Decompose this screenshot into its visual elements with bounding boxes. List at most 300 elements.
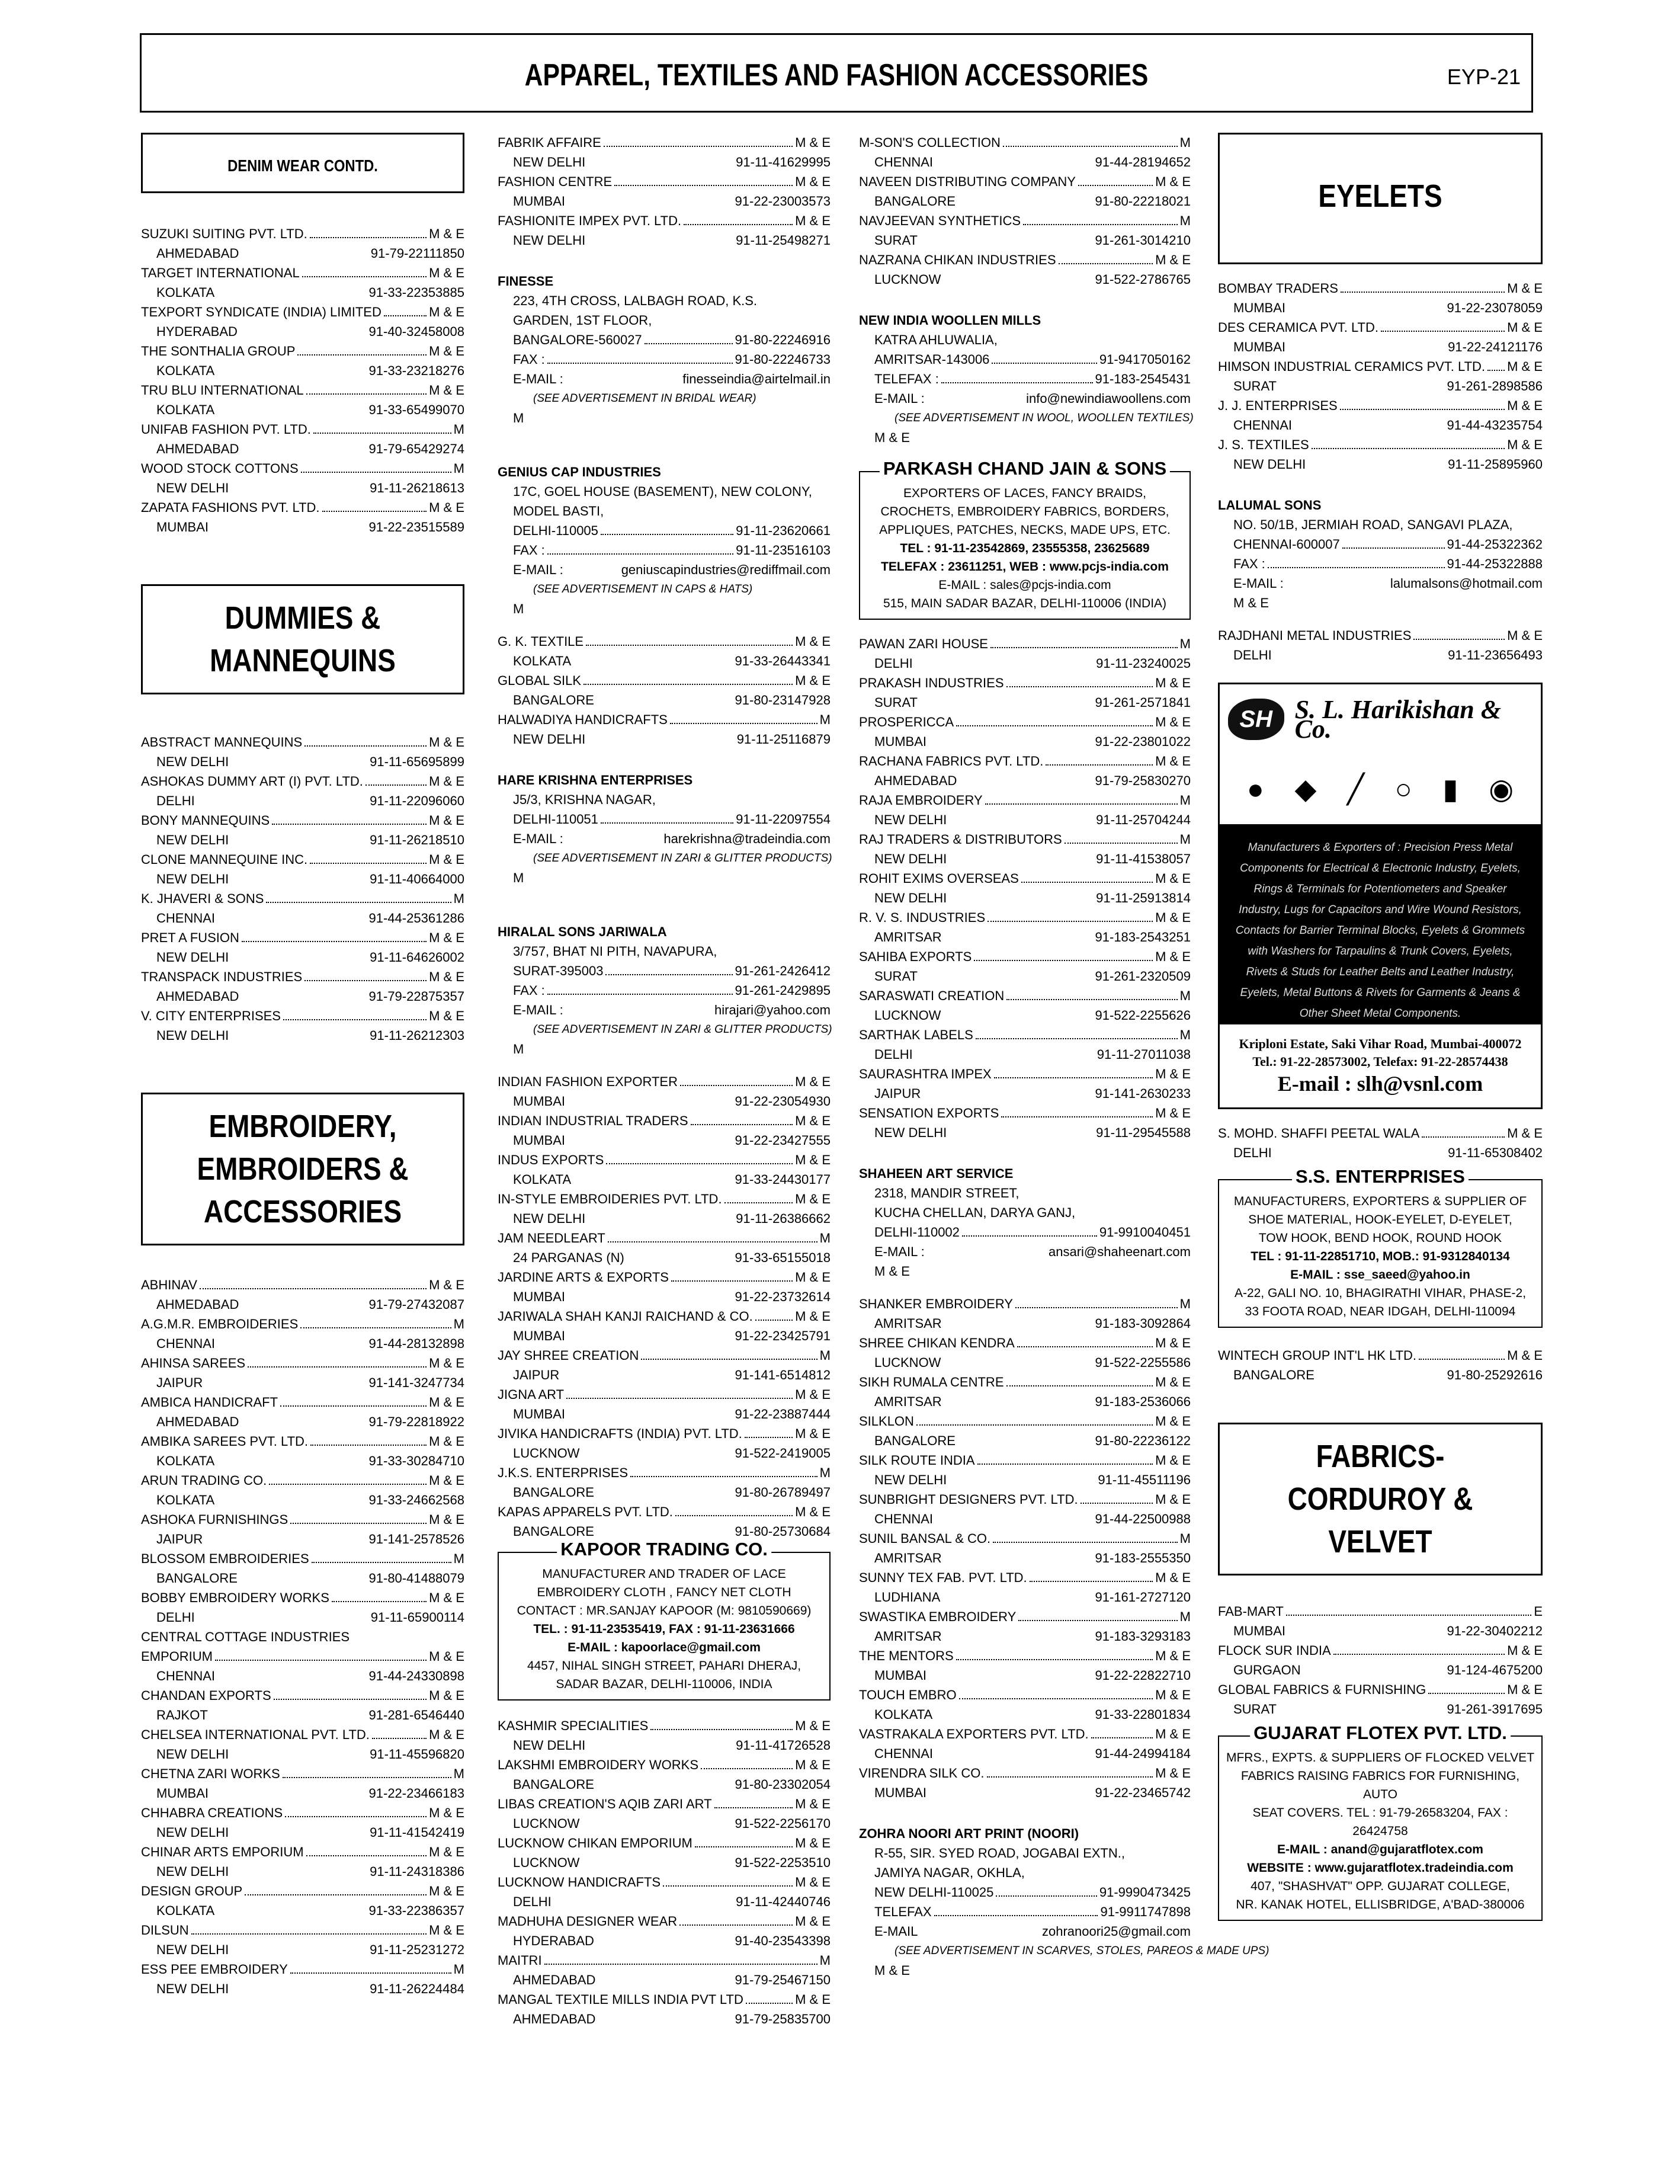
listing-city-row [1218,1143,1543,1163]
listing-entry [498,671,831,710]
company-name: A.G.M.R. EMBROIDERIES [141,1317,299,1331]
type-code: M & E [429,1805,464,1820]
leader-dots [1341,292,1505,293]
type-code: M & E [795,1309,831,1324]
phone: 91-261-2898586 [1447,379,1543,393]
leader-dots [1021,882,1153,883]
col2-list-a [498,133,831,250]
listing-name-row [859,250,1191,270]
leader-dots [630,1476,817,1477]
listing-city-row [859,771,1191,790]
listing-city-row [141,1373,464,1392]
type-code: M & E [429,774,464,789]
listing-entry [498,1424,831,1463]
listing-entry [141,850,464,889]
leader-dots [601,822,733,824]
col2-list-c [498,1072,831,1541]
listing-name-row [141,1686,464,1705]
phone: 91-44-22500988 [1095,1511,1191,1526]
fax-row [498,350,831,369]
leader-dots [641,1359,817,1360]
listing-city-row [141,1490,464,1510]
company-name: J.K.S. ENTERPRISES [498,1465,629,1480]
listing-city-row [859,1314,1191,1333]
listing-entry [141,1627,464,1686]
company-name: NEW INDIA WOOLLEN MILLS [859,313,1041,328]
company-name: GLOBAL FABRICS & FURNISHING [1218,1682,1426,1697]
listing-entry [141,380,464,419]
city: JAIPUR [156,1375,203,1390]
type-code: M [1179,1531,1191,1546]
ad-logo: SH [1228,699,1284,740]
phone: 91-522-2255586 [1095,1355,1191,1370]
pin-icon: ╱ [1347,773,1364,805]
city: NEW DELHI [156,1942,229,1957]
leader-dots [1342,547,1445,549]
listing-city-row [859,191,1191,211]
company-name: NAVEEN DISTRIBUTING COMPANY [859,174,1076,189]
leader-dots [302,276,427,277]
listing-city-row [141,361,464,380]
listing-name-row [141,498,464,517]
leader-dots [583,684,793,685]
listing-name-row [141,302,464,322]
listing-entry [141,1432,464,1471]
phone: 91-11-25895960 [1448,457,1543,472]
listing-entry [141,263,464,302]
listing-city-row [498,1209,831,1228]
dummies-list [141,732,464,1045]
phone: 91-11-65900114 [370,1610,464,1625]
leader-dots [1017,1346,1153,1347]
type-code: M [453,891,464,906]
city: CHENNAI [874,155,934,169]
contact-row-inner [513,521,831,540]
city: MUMBAI [156,520,209,534]
leader-dots [746,2003,793,2004]
listing-entry [141,732,464,771]
leader-dots [301,472,451,473]
washer-icon: ◉ [1489,773,1514,805]
phone: 91-44-25322362 [1447,537,1543,552]
type-code: M & E [795,634,831,649]
phone: 91-11-45596820 [370,1747,464,1762]
phone: 91-79-25830270 [1095,773,1191,788]
city: KOLKATA [513,1172,572,1187]
phone: 91-33-22801834 [1095,1707,1191,1722]
listing-entry [141,771,464,811]
listing-name-row [498,1150,831,1170]
type-code: M & E [1155,174,1191,189]
type-code: M [1179,1609,1191,1624]
contact-row [859,1222,1191,1242]
type-code: M [1179,793,1191,808]
listing-entry [498,710,831,749]
company-name: ASHOKA FURNISHINGS [141,1512,288,1527]
company-name: HIRALAL SONS JARIWALA [498,924,667,939]
phone: 91-80-23147928 [735,693,831,707]
phone: 91-11-22097554 [736,812,831,827]
company-name: NAVJEEVAN SYNTHETICS [859,213,1021,228]
listing-city-row [498,1326,831,1346]
type-code: M [1179,135,1191,150]
city: AMRITSAR [874,1629,942,1644]
hiralal-entry [498,901,831,1072]
listing-entry [859,133,1191,172]
company-name: INDUS EXPORTS [498,1152,604,1167]
listing-city-row [498,1131,831,1150]
denim-list [141,224,464,537]
fax: 91-11-23516103 [736,543,831,558]
leader-dots [1428,1693,1505,1694]
listing-name-row [141,1803,464,1823]
type-code: M & E [795,174,831,189]
listing-city-row [498,1735,831,1755]
listing-name-row [1218,1602,1543,1621]
listing-city-row [141,1607,464,1627]
listing-city-row [498,1170,831,1189]
spacer [498,1059,831,1072]
email: info@newindiawoollens.com [1026,391,1191,406]
type-code: M & E [1155,715,1191,729]
city: NEW DELHI [874,851,947,866]
ad-line: APPLIQUES, PATCHES, NECKS, MADE UPS, ETC. [879,523,1171,537]
listing-entry [498,1990,831,2029]
type-code: M & E [795,1426,831,1441]
company-name: RAJ TRADERS & DISTRIBUTORS [859,832,1062,847]
leader-dots [985,803,1178,805]
city: NEW DELHI [1233,457,1306,472]
column-2 [498,133,831,2029]
listing-city-row [859,1548,1191,1568]
listing-entry [141,1471,464,1510]
mohd-shaffi-entry [1218,1123,1543,1163]
company-name: LALUMAL SONS [1218,498,1322,513]
listing-city-row [859,1084,1191,1103]
ad-email: E-mail : slh@vsnl.com [1277,1072,1483,1096]
listing-name-row [141,1353,464,1373]
listing-city-row [141,1744,464,1764]
listing-entry [498,1189,831,1228]
type-code: M & E [1507,281,1543,296]
section-header-embroidery: EMBROIDERY, EMBROIDERS & ACCESSORIES [141,1093,464,1245]
type-code: M [1179,988,1191,1003]
phone: 91-261-3917695 [1447,1702,1543,1717]
type-code: M [819,1953,831,1968]
phone: 91-22-23515589 [368,520,464,534]
type-code: M [1179,1296,1191,1311]
listing-entry [859,1064,1191,1103]
city: NEW DELHI [874,1472,947,1487]
leader-dots [1001,1116,1153,1117]
leader-dots [1006,686,1153,687]
listing-city-row [141,400,464,419]
spacer [498,250,831,271]
listing-city-row [1218,1699,1543,1719]
company-name: ABHINAV [141,1277,197,1292]
listing-entry [859,1529,1191,1568]
listing-city-row [498,1287,831,1306]
phone: 91-22-24121176 [1448,340,1543,354]
address-line: MODEL BASTI, [513,504,604,518]
phone: 91-22-23732614 [735,1289,831,1304]
city: KOLKATA [156,1453,215,1468]
leader-dots [200,1288,427,1289]
company-name-cont: EMPORIUM [141,1649,213,1664]
company-name: WINTECH GROUP INT'L HK LTD. [1218,1348,1417,1363]
leader-dots [650,1729,793,1730]
leader-dots [1419,1359,1505,1360]
address-line: 223, 4TH CROSS, LALBAGH ROAD, K.S. [513,293,758,308]
listing-entry [859,250,1191,289]
type-code: M & E [429,500,464,515]
city: SURAT [874,233,918,248]
phone: 91-9417050162 [1099,352,1191,367]
leader-dots [988,921,1153,922]
city: AHMEDABAD [156,246,239,261]
ad-box [1218,1166,1543,1328]
type-code: M & E [429,344,464,358]
ad-line: EMBROIDERY CLOTH , FANCY NET CLOTH [537,1586,791,1599]
type-code: M [453,1551,464,1566]
leader-dots [274,1699,427,1700]
ad-line: TEL : 91-11-22851710, MOB.: 91-9312840134 [1251,1250,1510,1263]
listing-name-row [141,1549,464,1568]
city: MUMBAI [513,194,565,209]
listing-name-row [498,172,831,191]
city: MUMBAI [513,1133,565,1148]
ad-line: E-MAIL : kapoorlace@gmail.com [568,1641,761,1654]
type-code: M & E [795,1836,831,1850]
city: MUMBAI [1233,1623,1285,1638]
listing-name-row [1218,278,1543,298]
city: AMRITSAR [874,1551,942,1565]
company-name: BONY MANNEQUINS [141,813,270,828]
listing-name-row [141,1627,464,1647]
phone: 91-11-41726528 [736,1738,831,1753]
listing-entry [1218,435,1543,474]
phone: 91-11-23656493 [1448,648,1543,662]
phone: 91-79-65429274 [368,441,464,456]
ad-line: CROCHETS, EMBROIDERY FABRICS, BORDERS, [880,505,1169,518]
email-row [498,369,831,389]
ad-line: CONTACT : MR.SANJAY KAPOOR (M: 9810590669) [517,1604,812,1618]
city: AHMEDABAD [156,989,239,1004]
listing-name-row [141,811,464,830]
listing-city-row [498,230,831,250]
email-row [859,1242,1191,1261]
type-code: M & E [429,852,464,867]
type-code: M & E [1155,1570,1191,1585]
listing-city-row [859,230,1191,250]
listing-city-row [859,1744,1191,1763]
company-name: TARGET INTERNATIONAL [141,265,300,280]
type-code: M & E [1155,910,1191,925]
leader-dots [191,1933,427,1935]
listing-name-row [141,1764,464,1783]
wintech-entry [1218,1346,1543,1385]
type-code: M & E [429,1649,464,1664]
leader-dots [1422,1136,1505,1138]
listing-name-row [1218,626,1543,645]
company-name: SILKLON [859,1414,914,1429]
city: CHENNAI [156,1336,216,1351]
type-code: M & E [1155,1492,1191,1507]
company-name: TRANSPACK INDUSTRIES [141,969,303,984]
listing-city-row [859,810,1191,830]
city: HYDERABAD [513,1933,594,1948]
company-name: JIGNA ART [498,1387,565,1402]
company-name: CENTRAL COTTAGE INDUSTRIES [141,1629,350,1644]
listing-entry [498,1911,831,1951]
listing-entry [141,928,464,967]
email-label: E-MAIL : [1233,576,1284,591]
ad-address: Kriploni Estate, Saki Vihar Road, Mumbai-400072 Tel.: 91-22-28573002, Telefax: 91-22-28574438 [1239,1036,1522,1069]
type-code: M [1179,213,1191,228]
leader-dots [586,645,793,646]
listing-entry [859,1646,1191,1685]
leader-dots [684,224,793,225]
phone: 91-22-23465742 [1095,1785,1191,1800]
phone: 91-522-2256170 [735,1816,831,1831]
listing-name-row [498,1716,831,1735]
listing-entry [141,1006,464,1045]
company-name: SHAHEEN ART SERVICE [859,1166,1014,1181]
email-row-inner [513,369,831,389]
listing-name-row [498,1228,831,1248]
listing-city-row [1218,298,1543,318]
phone: 91-40-23543398 [735,1933,831,1948]
ad-line: SEAT COVERS. TEL : 91-79-26583204, FAX : 26424758 [1252,1806,1508,1838]
type-code: M & E [1155,1453,1191,1468]
company-name: FASHIONITE IMPEX PVT. LTD. [498,213,682,228]
city: NEW DELHI [156,872,229,886]
phone: 91-11-40664000 [370,872,464,886]
listing-entry [859,634,1191,673]
listing-city-row [498,1365,831,1385]
type-code: M & E [1507,628,1543,643]
fax-row-inner [874,369,1191,389]
contact-row [498,330,831,350]
section-header-fabrics: FABRICS- CORDUROY & VELVET [1218,1423,1543,1575]
city: CHENNAI [1233,418,1293,433]
city: SURAT [1233,379,1277,393]
phone: 91-124-4675200 [1447,1663,1543,1677]
ad-line: EXPORTERS OF LACES, FANCY BRAIDS, [903,486,1146,500]
email-label: E-MAIL : [513,831,563,846]
address-line: R-55, SIR. SYED ROAD, JOGABAI EXTN., [874,1846,1125,1860]
listing-city-row [859,1587,1191,1607]
advertisement-note: (SEE ADVERTISEMENT IN ZARI & GLITTER PRODUCTS) [533,852,832,864]
ad-line: MANUFACTURER AND TRADER OF LACE [542,1567,786,1581]
leader-dots [956,1659,1153,1660]
spacer [1218,613,1543,626]
advertisement-note: (SEE ADVERTISEMENT IN BRIDAL WEAR) [533,392,756,405]
listing-entry [498,1463,831,1502]
listing-name-row [141,1881,464,1901]
company-name: MAITRI [498,1953,542,1968]
leader-dots [1312,448,1505,449]
city: RAJKOT [156,1708,208,1722]
phone: 91-11-26218613 [370,481,464,495]
ad-line: E-MAIL : anand@gujaratflotex.com [1277,1843,1483,1856]
leader-dots [283,1777,451,1778]
listing-city-row [1218,1365,1543,1385]
type-code: M & E [795,135,831,150]
listing-city-row [859,1705,1191,1724]
ad-line: TEL. : 91-11-23535419, FAX : 91-11-23631666 [533,1622,795,1636]
phone: 91-33-22353885 [368,285,464,300]
listing-entry [498,1502,831,1541]
leader-dots [306,393,427,395]
city: MUMBAI [874,1668,926,1683]
listing-entry [859,751,1191,790]
ad-line: 407, "SHASHVAT" OPP. GUJARAT COLLEGE, [1251,1879,1510,1893]
phone: 91-11-26212303 [370,1028,464,1043]
listing-name-row [141,1725,464,1744]
type-code: M & E [1155,252,1191,267]
leader-dots [1078,185,1153,186]
col2-list-b [498,632,831,749]
city: DELHI [874,656,913,671]
phone: 91-22-22822710 [1095,1668,1191,1683]
listing-city-row [141,1705,464,1725]
company-name: S. MOHD. SHAFFI PEETAL WALA [1218,1126,1420,1141]
city: KOLKATA [156,402,215,417]
spacer [1218,474,1543,495]
company-name: INDIAN FASHION EXPORTER [498,1074,678,1089]
listing-city-row [141,1568,464,1588]
phone: 91-11-42440746 [736,1894,831,1909]
type-code: M & E [795,1718,831,1733]
listing-name-row [498,710,831,729]
leader-dots [1333,1654,1505,1655]
leader-dots [242,941,427,942]
ad-line: 33 FOOTA ROAD, NEAR IDGAH, DELHI-110094 [1245,1305,1516,1318]
phone: 91-22-23466183 [368,1786,464,1801]
listing-name-row [141,1647,464,1666]
contact-row-inner [513,961,831,981]
fax-row-inner [1233,554,1543,574]
address-line: NO. 50/1B, JERMIAH ROAD, SANGAVI PLAZA, [1233,517,1513,532]
company-name: SENSATION EXPORTS [859,1106,999,1120]
finesse-entry [498,250,831,441]
company-name: TRU BLU INTERNATIONAL [141,383,304,398]
fax-row-inner [513,981,831,1000]
fax-label: TELEFAX [874,1904,932,1919]
type-code: M [513,1042,524,1056]
listing-city-row [498,1248,831,1267]
company-name: PRET A FUSION [141,930,239,945]
email: finesseindia@airtelmail.in [682,372,831,386]
column-1 [141,133,464,1999]
listing-city-row [141,869,464,889]
company-name: V. CITY ENTERPRISES [141,1008,281,1023]
listing-entry [859,1411,1191,1450]
leader-dots [714,1807,793,1808]
phone: 91-44-24994184 [1095,1746,1191,1761]
listing-entry [859,830,1191,869]
type-code: M & E [429,1590,464,1605]
spacer [859,1281,1191,1294]
type-code: M & E [429,1688,464,1703]
fax: 91-9911747898 [1100,1904,1191,1919]
company-name: SARTHAK LABELS [859,1027,973,1042]
lalumal-entry [1218,474,1543,626]
listing-city-row [1218,1660,1543,1680]
contact-row [1218,534,1543,554]
phone: 91-80-22236122 [1095,1433,1191,1448]
